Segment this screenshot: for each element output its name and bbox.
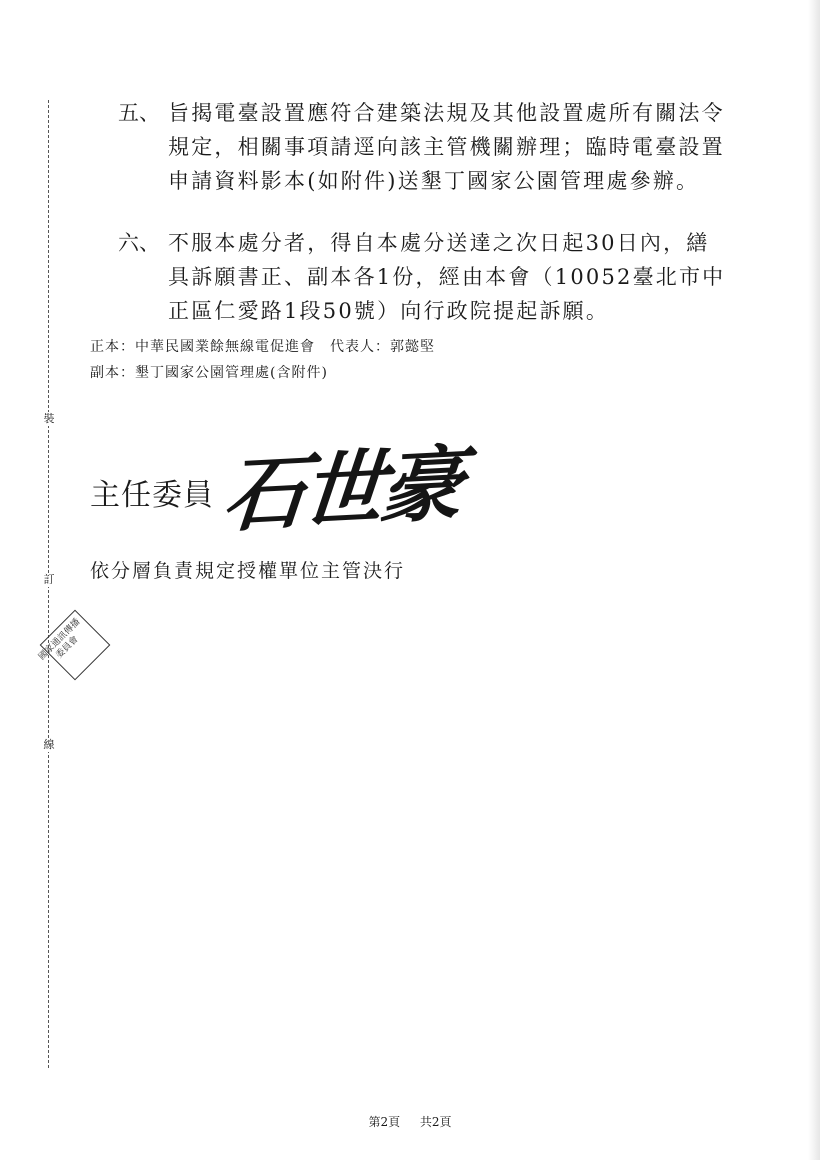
binding-mark-ding: 訂 <box>40 573 58 587</box>
binding-mark-xian: 線 <box>40 738 58 752</box>
item-five <box>118 96 728 198</box>
item-six-text: 不服本處分者，得自本處分送達之次日起30日內，繕具訴願書正、副本各1份，經由本會（10052臺北市中正區仁愛路1段50號）向行政院提起訴願。 <box>168 231 726 323</box>
page-footer <box>0 1113 820 1130</box>
binding-mark-zhuang: 裝 <box>40 412 58 426</box>
item-six <box>118 226 728 328</box>
copy-original: 正本：中華民國業餘無線電促進會 代表人：郭懿堅 <box>90 339 435 355</box>
item-five-number: 五、 <box>118 101 160 125</box>
delegation-note: 依分層負責規定授權單位主管決行 <box>90 560 406 582</box>
copy-duplicate: 副本：墾丁國家公園管理處(含附件) <box>90 365 328 381</box>
item-five-text: 旨揭電臺設置應符合建築法規及其他設置處所有關法令規定，相關事項請逕向該主管機關辦理；臨時電臺設置申請資料影本(如附件)送墾丁國家公園管理處參辦。 <box>168 101 725 193</box>
item-six-number: 六、 <box>118 231 160 255</box>
signature-name: 石世豪 <box>219 435 464 545</box>
footer-page-number: 第2頁 <box>368 1115 401 1129</box>
seal-stamp-text: 國家通訊傳播委員會 <box>37 617 83 663</box>
scan-edge-shadow <box>808 0 820 1160</box>
footer-total-pages: 共2頁 <box>419 1115 452 1129</box>
signature-title: 主任委員 <box>90 478 214 513</box>
